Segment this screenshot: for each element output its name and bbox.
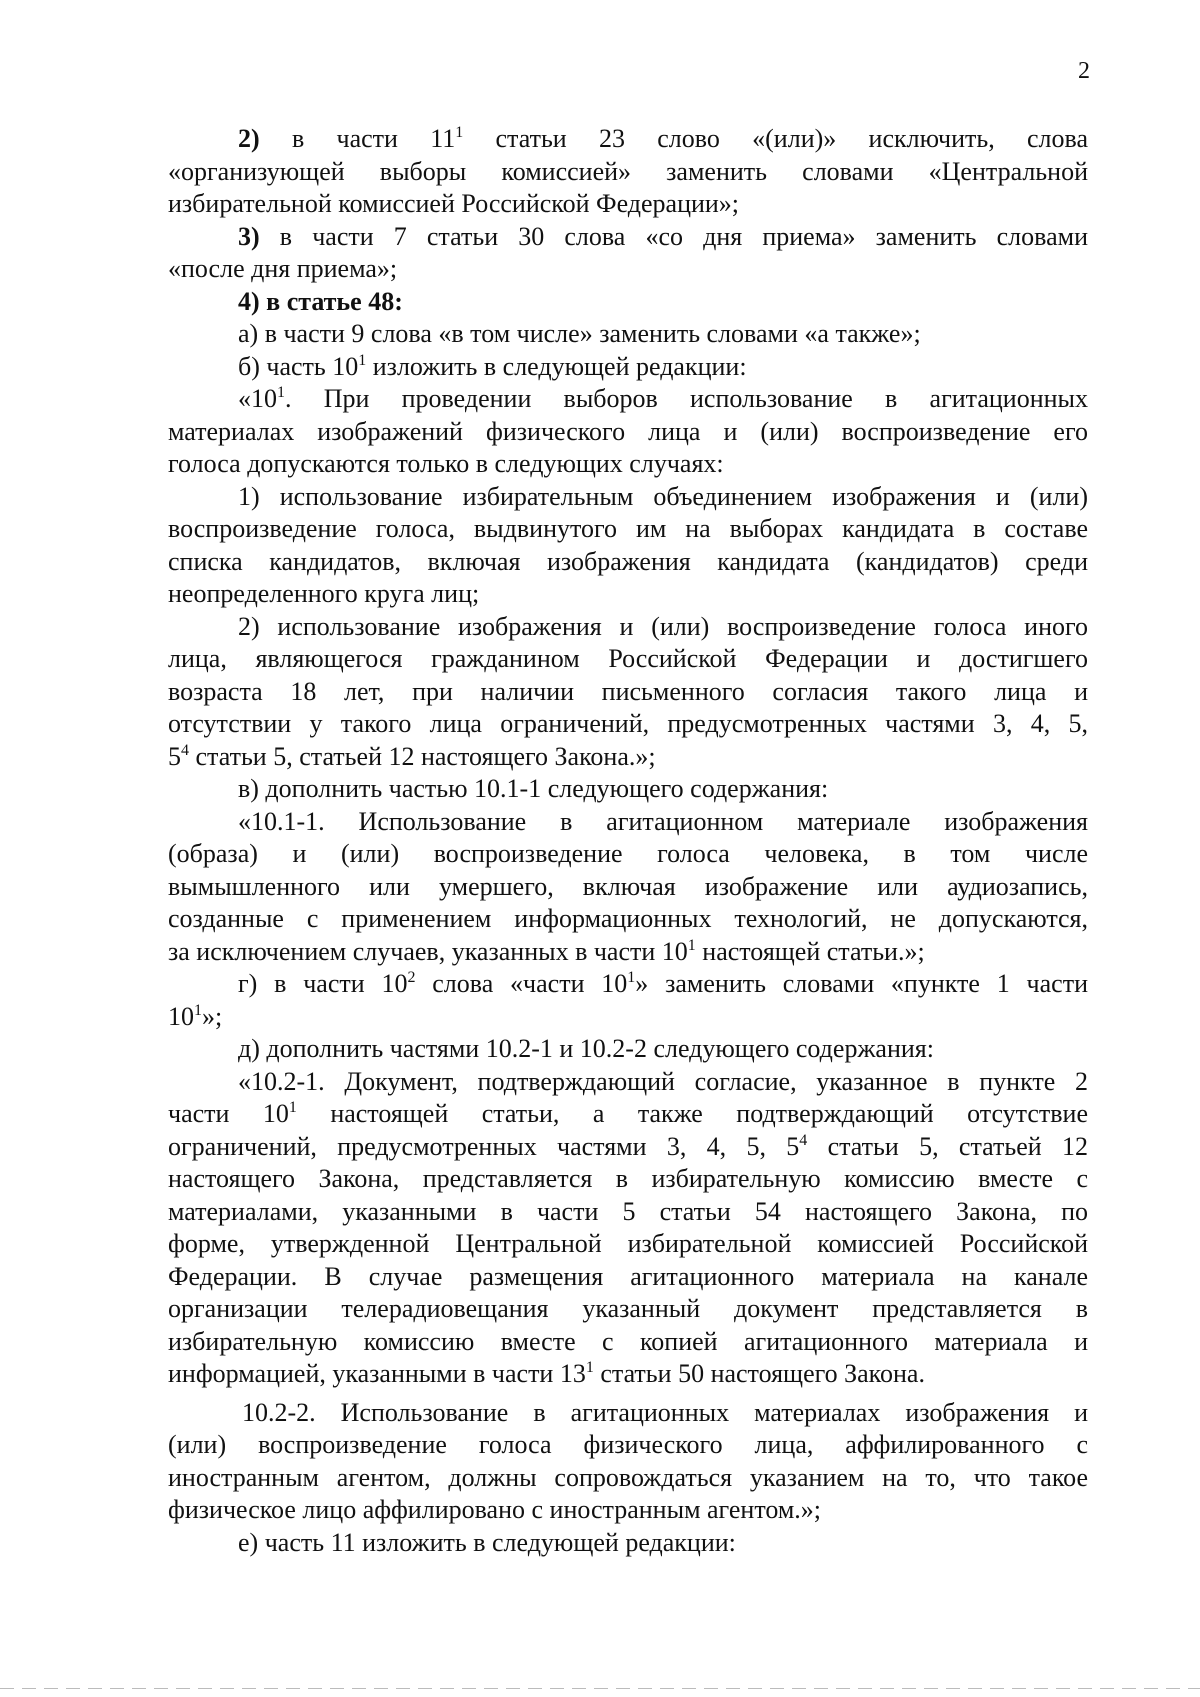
document-body [168,123,1088,1559]
text-line: 4) в статье 48: [238,286,403,316]
text-line: отсутствии у такого лица ограничений, предусмотренных частями 3, 4, 5, [168,709,1088,738]
text-line: неопределенного круга лиц; [168,579,480,608]
text-line: (образа) и (или) воспроизведение голоса человека, в том числе [168,839,1088,868]
text-line: вымышленного или умершего, включая изображение или аудиозапись, [168,871,1088,901]
text-line: созданные с применением информационных технологий, не допускаются, [168,904,1088,933]
text-line: г) в части $10^2$ слова «части $10^1$» заменить словами «пункте 1 части [238,969,1088,998]
text-line: (или) воспроизведение голоса физического лица, аффилированного с [168,1430,1088,1459]
text-line: возраста 18 лет, при наличии письменного согласия такого лица и [168,676,1088,706]
text-line: организации телерадиовещания указанный документ представляется в [168,1294,1088,1323]
text-line: «10.1-1. Использование в агитационном материале изображения [238,806,1088,836]
page-number: 2 [1078,58,1090,84]
text-line: $5^4$ статьи 5, статьей 12 настоящего Закона.»; [168,741,656,771]
text-line: Федерации. В случае размещения агитационного материала на канале [168,1261,1088,1291]
text-line: голоса допускаются только в следующих случаях: [168,449,724,478]
text-line: информацией, указанными в части $13^1$ статьи 50 настоящего Закона. [168,1359,925,1388]
text-line: форме, утвержденной Центральной избирательной комиссией Российской [168,1229,1088,1258]
text-line: $10^1$»; [168,1001,223,1031]
text-line: «после дня приема»; [168,254,398,283]
text-line: «$10^1$. При проведении выборов использование в агитационных [238,384,1088,413]
text-line: воспроизведение голоса, выдвинутого им на выборах кандидата в составе [168,514,1088,543]
text-line: материалами, указанными в части 5 статьи 54 настоящего Закона, по [168,1196,1088,1226]
text-line: «организующей выборы комиссией» заменить словами «Центральной [168,156,1088,186]
text-line: 3) в части 7 статьи 30 слова «со дня приема» заменить словами [238,221,1088,251]
text-line: физическое лицо аффилировано с иностранным агентом.»; [168,1495,822,1524]
text-line: е) часть 11 изложить в следующей редакции: [238,1527,736,1557]
text-line: «10.2-1. Документ, подтверждающий согласие, указанное в пункте 2 [238,1066,1088,1096]
text-line: лица, являющегося гражданином Российской Федерации и достигшего [168,644,1088,673]
text-line: а) в части 9 слова «в том числе» заменить словами «а также»; [238,319,921,348]
text-line: 2) в части $11^1$ статьи 23 слово «(или)» исключить, слова [238,124,1088,153]
text-line: за исключением случаев, указанных в части $10^1$ настоящей статьи.»; [168,936,925,966]
text-line: избирательной комиссией Российской Федерации»; [168,189,740,218]
text-line: части $10^1$ настоящей статьи, а также подтверждающий отсутствие [168,1099,1088,1128]
text-line: иностранным агентом, должны сопровождаться указанием на то, что такое [168,1462,1088,1492]
text-line: б) часть $10^1$ изложить в следующей редакции: [238,351,747,381]
text-line: 1) использование избирательным объединением изображения и (или) [238,481,1088,511]
text-line: настоящего Закона, представляется в избирательную комиссию вместе с [168,1164,1088,1193]
footer-rule [0,1688,1200,1689]
text-line: д) дополнить частями 10.2-1 и 10.2-2 следующего содержания: [238,1034,934,1063]
text-line: 10.2-2. Использование в агитационных материалах изображения и [242,1397,1088,1427]
text-line: избирательную комиссию вместе с копией агитационного материала и [168,1326,1088,1356]
text-line: ограничений, предусмотренных частями 3, 4, 5, $5^4$ статьи 5, статьей 12 [168,1131,1088,1161]
text-line: в) дополнить частью 10.1-1 следующего содержания: [238,774,829,803]
text-line: списка кандидатов, включая изображения кандидата (кандидатов) среди [168,546,1088,576]
text-line: 2) использование изображения и (или) воспроизведение голоса иного [238,611,1088,641]
text-line: материалах изображений физического лица и (или) воспроизведение его [168,416,1088,446]
